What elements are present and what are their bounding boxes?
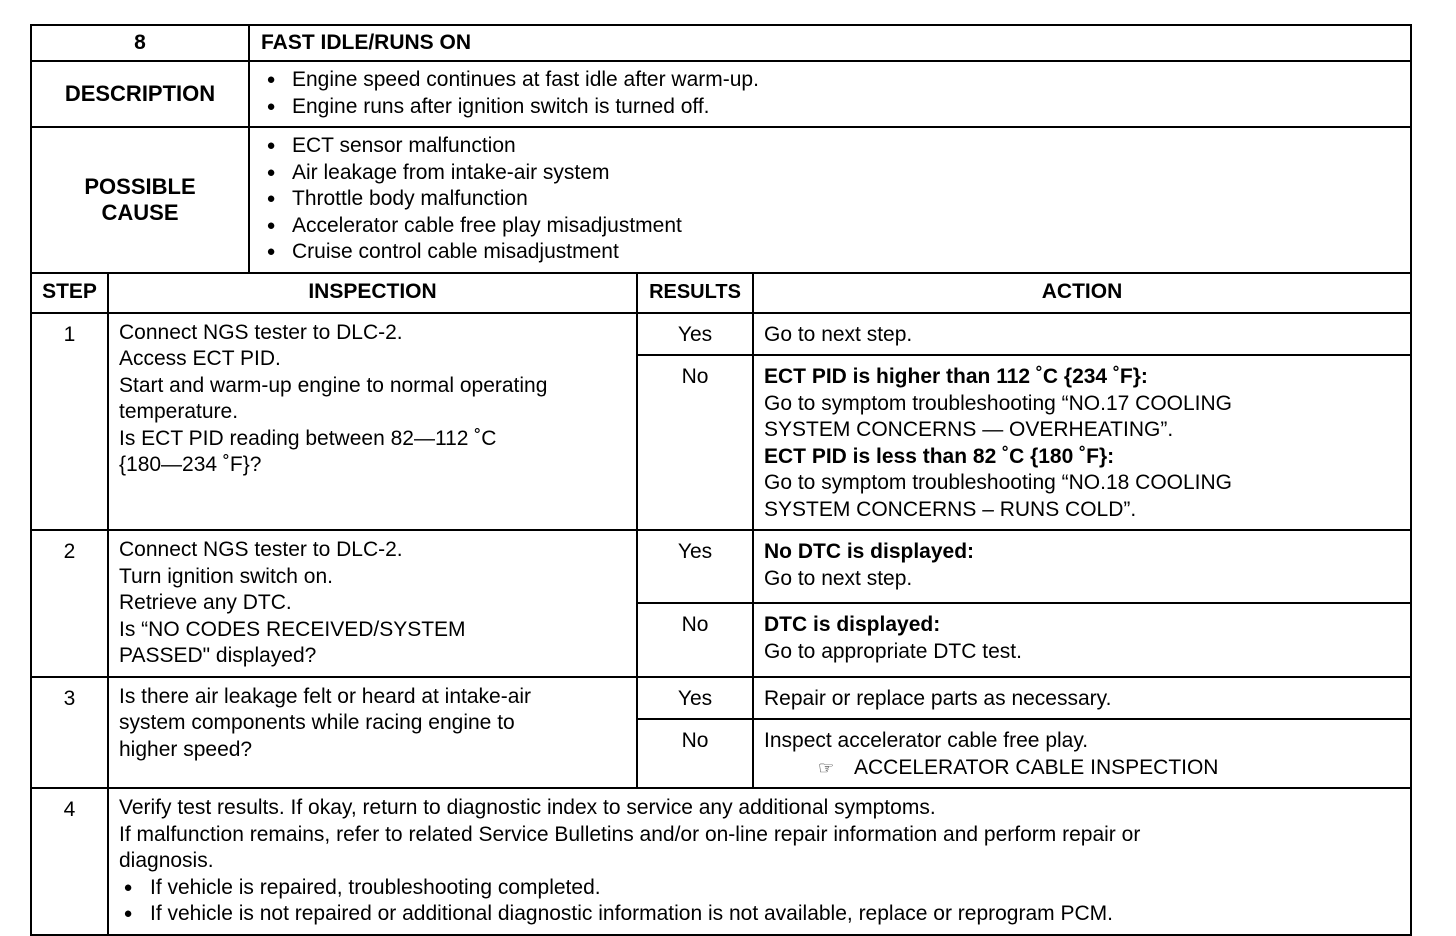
symptom-number: 8 [31,25,249,61]
cause-item: ● Accelerator cable free play misadjustment [261,213,1402,240]
step-column-header: STEP [31,273,108,313]
step-4-bullet: ● If vehicle is repaired, troubleshooting completed. [119,875,1402,902]
header-row [31,25,1411,61]
result-yes: Yes [637,677,753,720]
step-4-row [31,788,1411,935]
description-item: ● Engine speed continues at fast idle after warm-up. [261,67,1402,94]
step-number: 2 [31,530,108,677]
troubleshooting-document [30,24,1410,936]
step-number: 3 [31,677,108,789]
bullet-icon: ● [123,905,133,922]
result-yes: Yes [637,313,753,356]
step-1-no-action: ECT PID is higher than 112 ˚C {234 ˚F}: Go to symptom troubleshooting “NO.17 COOLING SYSTEM CONCERNS — OVERHEATING”. ECT PID is less than 82 ˚C {180 ˚F}: Go to symptom troubleshooting “NO.18 COOLING SYSTEM CONCERNS – RUNS COLD”. [753,355,1411,530]
step-4-content: Verify test results. If okay, return to diagnostic index to service any additional symptoms. If malfunction remains, refer to related Service Bulletins and/or on-line repair information and perform repair or diagnosis. ● If vehicle is repaired, troubleshooting completed. ● If vehicle is not repaired or additional diagnostic information is not available, replace or reprogram PCM. [108,788,1411,935]
step-number: 4 [31,788,108,935]
results-column-header: RESULTS [637,273,753,313]
column-header-row [31,273,1411,313]
action-text: Repair or replace parts as necessary. [753,677,1411,720]
inspection-column-header: INSPECTION [108,273,637,313]
action-column-header: ACTION [753,273,1411,313]
step-2-yes-row [31,530,1411,603]
reference-link: ☞ ACCELERATOR CABLE INSPECTION [764,755,1404,782]
step-3-no-action: Inspect accelerator cable free play. ☞ ACCELERATOR CABLE INSPECTION [753,719,1411,788]
possible-cause-row [31,127,1411,273]
step-3-inspection: Is there air leakage felt or heard at intake-air system components while racing engine to higher speed? [108,677,637,789]
possible-cause-label: POSSIBLE CAUSE [31,127,249,273]
step-2-inspection: Connect NGS tester to DLC-2. Turn ignition switch on. Retrieve any DTC. Is “NO CODES RECEIVED/SYSTEM PASSED" displayed? [108,530,637,677]
bullet-icon: ● [266,97,276,115]
step-1-yes-row [31,313,1411,356]
cause-item: ● Throttle body malfunction [261,186,1402,213]
bullet-icon: ● [266,137,276,154]
result-no: No [637,603,753,676]
step-number: 1 [31,313,108,531]
action-text: Go to next step. [753,313,1411,356]
bullet-icon: ● [266,243,276,260]
bullet-icon: ● [266,216,276,234]
step-2-yes-action: No DTC is displayed: Go to next step. [753,530,1411,603]
description-list [249,61,1411,127]
step-1-inspection: Connect NGS tester to DLC-2. Access ECT PID. Start and warm-up engine to normal operating temperature. Is ECT PID reading between 82—112 ˚C {180—234 ˚F}? [108,313,637,531]
result-yes: Yes [637,530,753,603]
cause-item: ● Cruise control cable misadjustment [261,239,1402,266]
bullet-icon: ● [266,190,276,207]
result-no: No [637,355,753,530]
cause-item: ● ECT sensor malfunction [261,133,1402,160]
symptom-title: FAST IDLE/RUNS ON [249,25,1411,61]
cause-item: ● Air leakage from intake-air system [261,160,1402,187]
step-4-bullet: ● If vehicle is not repaired or additional diagnostic information is not available, replace or reprogram PCM. [119,901,1402,928]
result-no: No [637,719,753,788]
step-2-no-action: DTC is displayed: Go to appropriate DTC test. [753,603,1411,676]
possible-cause-list [249,127,1411,273]
bullet-icon: ● [266,163,276,181]
description-label: DESCRIPTION [31,61,249,127]
bullet-icon: ● [123,878,133,896]
description-item: ● Engine runs after ignition switch is turned off. [261,94,1402,121]
troubleshooting-table [30,24,1412,936]
step-3-yes-row [31,677,1411,720]
description-row [31,61,1411,127]
bullet-icon: ● [266,71,276,88]
pointing-hand-icon: ☞ [818,757,835,778]
